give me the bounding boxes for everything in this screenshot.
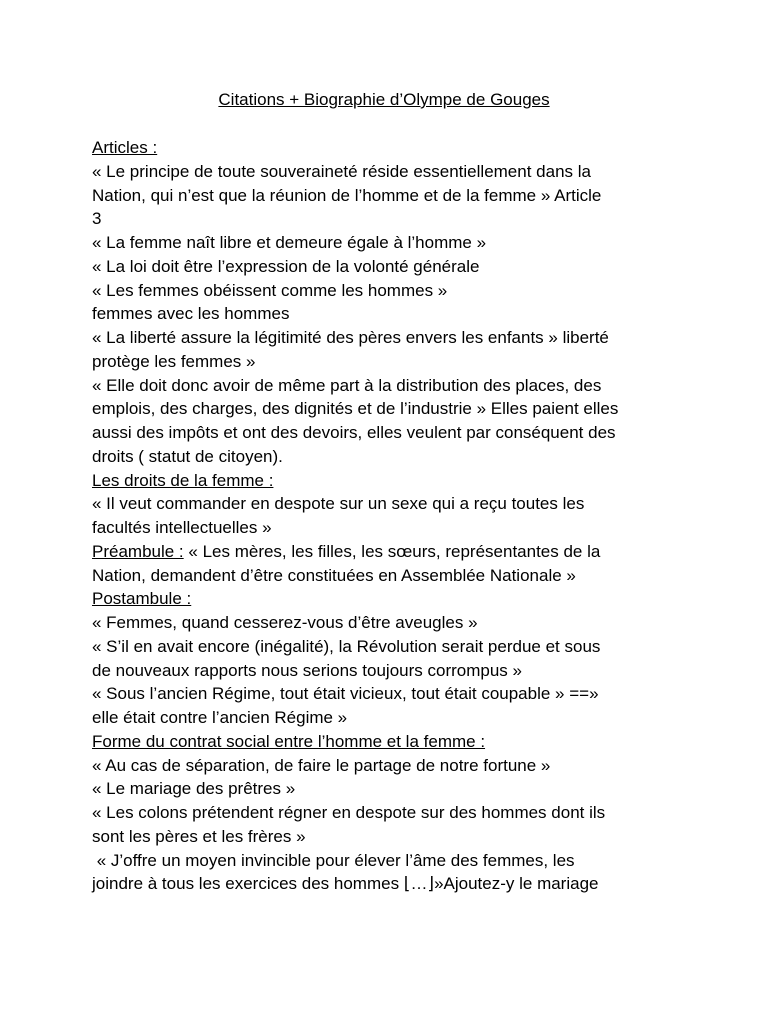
text-line [92, 777, 684, 801]
line-text: aussi des impôts et ont des devoirs, elles veulent par conséquent des [92, 423, 616, 442]
section-heading: Préambule : [92, 541, 184, 561]
line-text: 3 [92, 209, 102, 229]
text-line [92, 160, 684, 184]
text-line [92, 801, 684, 825]
text-line [92, 397, 684, 421]
line-text: protège les femmes » [92, 351, 256, 371]
text-line [92, 469, 684, 493]
page-title: Citations + Biographie d’Olympe de Gouges [218, 90, 550, 109]
line-text: elle était contre l’ancien Régime » [92, 708, 348, 727]
line-text: « Les mères, les filles, les sœurs, représentantes de la [183, 541, 601, 561]
line-text: emplois, des charges, des dignités et de l’industrie » Elles paient elles [92, 399, 619, 419]
text-line [92, 611, 684, 635]
text-line [92, 302, 684, 326]
line-text: sont les pères et les frères » [92, 826, 306, 846]
section-heading: Les droits de la femme : [92, 470, 274, 490]
text-line [92, 326, 684, 350]
line-text: « J’offre un moyen invincible pour élever l’âme des femmes, les [92, 850, 575, 870]
text-line [92, 207, 684, 231]
line-text: « Les colons prétendent régner en despote sur des hommes dont ils [92, 803, 606, 822]
line-text: droits ( statut de citoyen). [92, 446, 283, 466]
text-line [92, 730, 684, 754]
line-text: « Le mariage des prêtres » [92, 779, 296, 799]
text-line [92, 849, 684, 873]
text-line [92, 659, 684, 683]
text-line [92, 540, 684, 564]
text-line [92, 184, 684, 208]
text-line [92, 374, 684, 398]
line-text: joindre à tous les exercices des hommes ⌊…⌋»Ajoutez-y le mariage [92, 874, 599, 894]
document-body [92, 136, 684, 896]
text-line [92, 635, 684, 659]
text-line [92, 350, 684, 374]
text-line [92, 754, 684, 778]
text-line [92, 516, 684, 540]
text-line [92, 872, 684, 896]
section-heading: Articles : [92, 138, 158, 157]
line-text: facultés intellectuelles » [92, 518, 272, 537]
line-text: « Elle doit donc avoir de même part à la distribution des places, des [92, 375, 602, 395]
line-text: Nation, qui n’est que la réunion de l’homme et de la femme » Article [92, 185, 602, 205]
line-text: de nouveaux rapports nous serions toujours corrompus » [92, 660, 522, 680]
text-line [92, 255, 684, 279]
text-line [92, 706, 684, 730]
text-line [92, 231, 684, 255]
line-text: « S’il en avait encore (inégalité), la Révolution serait perdue et sous [92, 636, 601, 656]
line-text: « La loi doit être l’expression de la volonté générale [92, 256, 480, 276]
line-text: « La liberté assure la légitimité des pères envers les enfants » liberté [92, 328, 609, 347]
text-line [92, 136, 684, 160]
text-line [92, 564, 684, 588]
text-line [92, 492, 684, 516]
text-line [92, 587, 684, 611]
line-text: « Le principe de toute souveraineté réside essentiellement dans la [92, 161, 591, 181]
line-text: « Sous l’ancien Régime, tout était vicieux, tout était coupable » ==» [92, 684, 599, 704]
line-text: « Femmes, quand cesserez-vous d’être aveugles » [92, 613, 478, 632]
line-text: « La femme naît libre et demeure égale à l’homme » [92, 233, 487, 252]
section-heading: Postambule : [92, 589, 192, 609]
line-text: femmes avec les hommes [92, 304, 290, 324]
section-heading: Forme du contrat social entre l’homme et la femme : [92, 731, 486, 751]
text-line [92, 279, 684, 303]
text-line [92, 682, 684, 706]
line-text: Nation, demandent d’être constituées en Assemblée Nationale » [92, 565, 576, 585]
line-text: « Au cas de séparation, de faire le partage de notre fortune » [92, 755, 551, 775]
text-line [92, 825, 684, 849]
line-text: « Il veut commander en despote sur un sexe qui a reçu toutes les [92, 494, 585, 514]
line-text: « Les femmes obéissent comme les hommes » [92, 280, 448, 300]
text-line [92, 421, 684, 445]
text-line [92, 445, 684, 469]
